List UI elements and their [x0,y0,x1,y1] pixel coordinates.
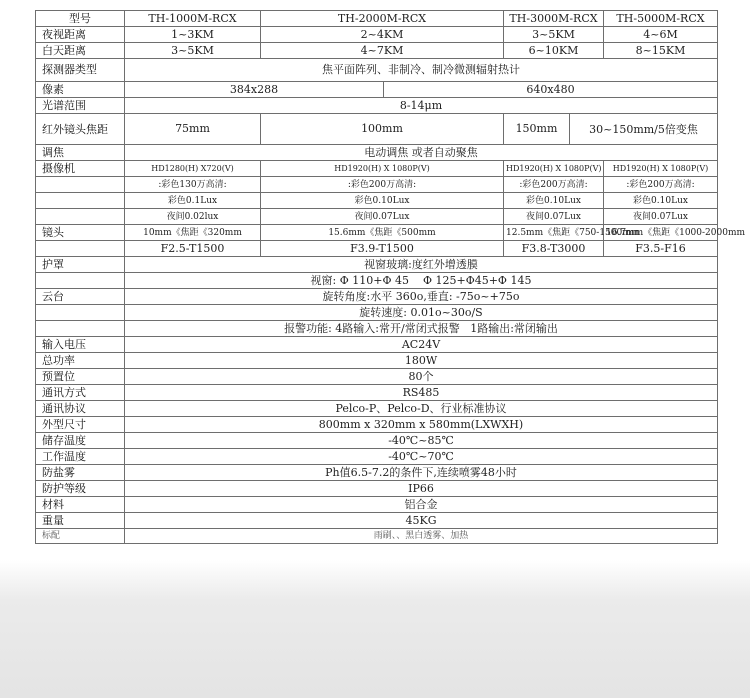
value-cell: 夜间0.07Lux [261,209,504,225]
value-cell: HD1920(H) X 1080P(V) [261,161,504,177]
value-cell: 铝合金 [125,497,718,513]
row-label: 像素 [36,82,125,98]
value-cell: F3.9-T1500 [261,241,504,257]
table-row-spec [36,353,718,369]
row-label: 标配 [36,529,125,544]
value-cell: 夜间0.02lux [125,209,261,225]
table-row-spec [36,417,718,433]
value-cell: AC24V [125,337,718,353]
value-cell: 3~5KM [504,27,604,43]
value-cell: -40℃~70℃ [125,449,718,465]
value-cell: 180W [125,353,718,369]
value-cell: 彩色0.10Lux [261,193,504,209]
value-cell: 6~10KM [504,43,604,59]
table-row-spec [36,385,718,401]
row-label: 总功率 [36,353,125,369]
value-cell: 75mm [125,114,261,145]
value-cell: :彩色200万高清: [504,177,604,193]
row-label: 红外镜头焦距 [36,114,125,145]
value-cell: 雨刷、、黑白透雾、加热 [125,529,718,544]
value-cell: 电动调焦 或者自动聚焦 [125,145,718,161]
value-cell: HD1920(H) X 1080P(V) [604,161,718,177]
row-label: 光谱范围 [36,98,125,114]
value-cell: 80个 [125,369,718,385]
value-cell: 焦平面阵列、非制冷、制冷微测辐射热计 [125,59,718,82]
row-label: 通讯方式 [36,385,125,401]
table-row-model [36,11,718,27]
table-row-day-distance [36,43,718,59]
value-cell: 视窗玻璃:度红外增透膜 [125,257,718,273]
value-cell: 旋转角度:水平 360o,垂直: -75o~+75o [125,289,718,305]
table-row-detector [36,59,718,82]
row-label: 白天距离 [36,43,125,59]
model-cell: TH-3000M-RCX [504,11,604,27]
value-cell: 夜间0.07Lux [604,209,718,225]
value-cell: 视窗: Φ 110+Φ 45 Φ 125+Φ45+Φ 145 [125,273,718,289]
value-cell: 4~7KM [261,43,504,59]
row-label: 重量 [36,513,125,529]
value-cell: 150mm [504,114,570,145]
value-cell: -40℃~85℃ [125,433,718,449]
table-row-spec [36,481,718,497]
value-cell: 12.5mm《焦距《750-1500mm [504,225,604,241]
table-row-standard [36,529,718,544]
value-cell: RS485 [125,385,718,401]
row-label: 输入电压 [36,337,125,353]
value-cell: 4~6M [604,27,718,43]
value-cell: 800mm x 320mm x 580mm(LXWXH) [125,417,718,433]
table-row-ptz-speed [36,305,718,321]
value-cell: 彩色0.10Lux [504,193,604,209]
table-row-camera-resolution [36,161,718,177]
value-cell: 100mm [261,114,504,145]
table-row-ptz-angle [36,289,718,305]
table-row-camera-night-lux [36,209,718,225]
table-row-lens-focal [36,225,718,241]
row-label: 云台 [36,289,125,305]
value-cell: 384x288 [125,82,384,98]
row-label: 型号 [36,11,125,27]
spec-sheet [35,10,746,548]
row-label: 储存温度 [36,433,125,449]
table-row-spec [36,513,718,529]
table-row-spectral [36,98,718,114]
value-cell: 16.7mm《焦距《1000-2000mm [604,225,718,241]
row-label: 探测器类型 [36,59,125,82]
row-label: 预置位 [36,369,125,385]
table-row-camera-color-lux [36,193,718,209]
value-cell: 彩色0.1Lux [125,193,261,209]
row-label: 护罩 [36,257,125,273]
value-cell: 10mm《焦距《320mm [125,225,261,241]
value-cell: 2~4KM [261,27,504,43]
table-row-spec [36,497,718,513]
row-label: 镜头 [36,225,125,241]
value-cell: HD1920(H) X 1080P(V) [504,161,604,177]
row-label: 材料 [36,497,125,513]
value-cell: F3.8-T3000 [504,241,604,257]
value-cell: 8-14μm [125,98,718,114]
value-cell: 15.6mm《焦距《500mm [261,225,504,241]
value-cell: 3~5KM [125,43,261,59]
table-row-lens-aperture [36,241,718,257]
row-label: 夜视距离 [36,27,125,43]
table-row-housing-window [36,273,718,289]
spec-table [35,10,746,544]
row-label: 外型尺寸 [36,417,125,433]
table-row-pixels [36,82,718,98]
value-cell: 8~15KM [604,43,718,59]
row-label: 调焦 [36,145,125,161]
value-cell: 640x480 [384,82,718,98]
value-cell: 旋转速度: 0.01o~30o/S [125,305,718,321]
model-cell: TH-2000M-RCX [261,11,504,27]
row-label: 防护等级 [36,481,125,497]
table-row-spec [36,401,718,417]
value-cell: Pelco-P、Pelco-D、行业标准协议 [125,401,718,417]
table-row-ir-focal [36,114,718,145]
value-cell: 彩色0.10Lux [604,193,718,209]
table-row-spec [36,433,718,449]
value-cell: 45KG [125,513,718,529]
model-cell: TH-1000M-RCX [125,11,261,27]
table-row-spec [36,449,718,465]
table-row-ptz-alarm [36,321,718,337]
value-cell: 1~3KM [125,27,261,43]
row-label: 摄像机 [36,161,125,177]
table-row-housing-glass [36,257,718,273]
row-label: 工作温度 [36,449,125,465]
value-cell: 夜间0.07Lux [504,209,604,225]
table-row-camera-megapixel [36,177,718,193]
row-label: 防盐雾 [36,465,125,481]
table-row-spec [36,465,718,481]
value-cell: F2.5-T1500 [125,241,261,257]
table-row-focus [36,145,718,161]
value-cell: 30~150mm/5倍变焦 [570,114,718,145]
value-cell: Ph值6.5-7.2的条件下,连续喷雾48小时 [125,465,718,481]
value-cell: IP66 [125,481,718,497]
table-row-spec [36,337,718,353]
value-cell: :彩色130万高清: [125,177,261,193]
table-row-night-distance [36,27,718,43]
value-cell: HD1280(H) X720(V) [125,161,261,177]
value-cell: 报警功能: 4路输入:常开/常闭式报警 1路输出:常闭输出 [125,321,718,337]
value-cell: :彩色200万高清: [604,177,718,193]
table-row-spec [36,369,718,385]
row-label: 通讯协议 [36,401,125,417]
model-cell: TH-5000M-RCX [604,11,718,27]
value-cell: :彩色200万高清: [261,177,504,193]
value-cell: F3.5-F16 [604,241,718,257]
